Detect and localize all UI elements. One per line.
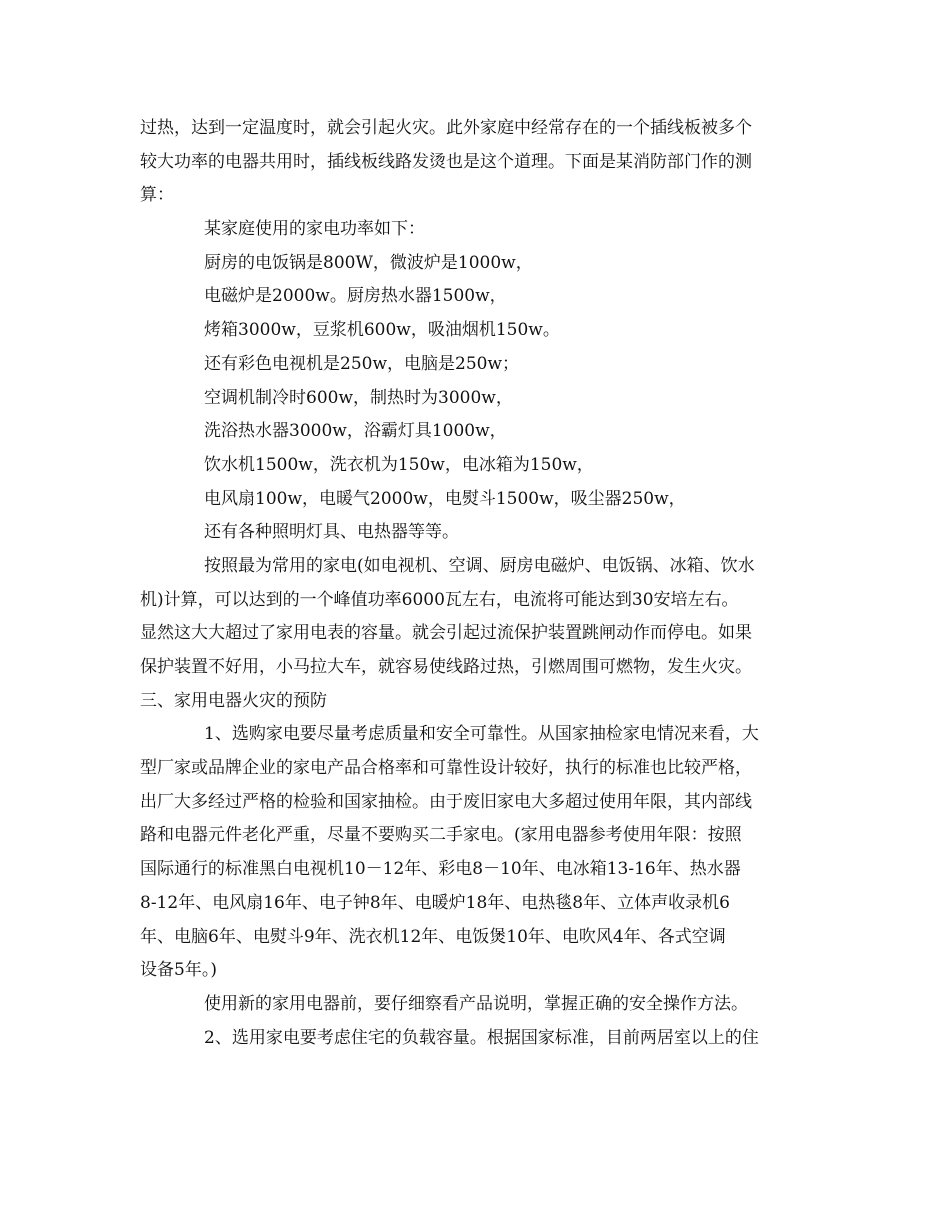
text-line: 较大功率的电器共用时，插线板线路发烫也是这个道理。下面是某消防部门作的测 <box>140 151 752 172</box>
text-line: 电风扇100w，电暖气2000w，电熨斗1500w，吸尘器250w， <box>204 488 686 509</box>
text-line: 按照最为常用的家电(如电视机、空调、厨房电磁炉、电饭锅、冰箱、饮水 <box>204 555 755 576</box>
text-line: 设备5年。) <box>140 960 217 981</box>
document-body <box>140 112 830 1055</box>
text-line: 电磁炉是2000w。厨房热水器1500w， <box>204 286 507 307</box>
text-line: 还有各种照明灯具、电热器等等。 <box>204 522 459 543</box>
text-line: 空调机制冷时600w，制热时为3000w， <box>204 387 513 408</box>
text-line: 还有彩色电视机是250w，电脑是250w； <box>204 353 519 374</box>
text-line: 保护装置不好用，小马拉大车，就容易使线路过热，引燃周围可燃物，发生火灾。 <box>140 657 752 677</box>
text-line: 算： <box>140 185 174 206</box>
text-line: 出厂大多经过严格的检验和国家抽检。由于废旧家电大多超过使用年限，其内部线 <box>140 791 752 812</box>
text-line: 8-12年、电风扇16年、电子钟8年、电暖炉18年、电热毯8年、立体声收录机6 <box>140 892 730 913</box>
text-line: 型厂家或品牌企业的家电产品合格率和可靠性设计较好，执行的标准也比较严格， <box>140 758 752 779</box>
text-line: 2、选用家电要考虑住宅的负载容量。根据国家标准，目前两居室以上的住 <box>204 1027 759 1048</box>
text-line: 三、家用电器火灾的预防 <box>140 690 327 711</box>
text-line: 饮水机1500w，洗衣机为150w，电冰箱为150w， <box>204 454 594 475</box>
text-line: 年、电脑6年、电熨斗9年、洗衣机12年、电饭煲10年、电吹风4年、各式空调 <box>140 926 726 947</box>
text-line: 显然这大大超过了家用电表的容量。就会引起过流保护装置跳闸动作而停电。如果 <box>140 623 752 644</box>
text-line: 路和电器元件老化严重，尽量不要购买二手家电。(家用电器参考使用年限：按照 <box>140 825 742 846</box>
text-line: 机)计算，可以达到的一个峰值功率6000瓦左右，电流将可能达到30安培左右。 <box>140 589 739 610</box>
text-line: 厨房的电饭锅是800W，微波炉是1000w， <box>204 252 533 273</box>
text-line: 1、选购家电要尽量考虑质量和安全可靠性。从国家抽检家电情况来看，大 <box>204 724 759 745</box>
text-line: 国际通行的标准黑白电视机10－12年、彩电8－10年、电冰箱13-16年、热水器 <box>140 859 741 880</box>
text-line: 使用新的家用电器前，要仔细察看产品说明，掌握正确的安全操作方法。 <box>204 993 748 1014</box>
text-line: 洗浴热水器3000w，浴霸灯具1000w， <box>204 421 507 442</box>
text-line: 某家庭使用的家电功率如下： <box>204 219 425 240</box>
text-line: 过热，达到一定温度时，就会引起火灾。此外家庭中经常存在的一个插线板被多个 <box>140 118 752 138</box>
text-line: 烤箱3000w，豆浆机600w，吸油烟机150w。 <box>204 320 560 341</box>
